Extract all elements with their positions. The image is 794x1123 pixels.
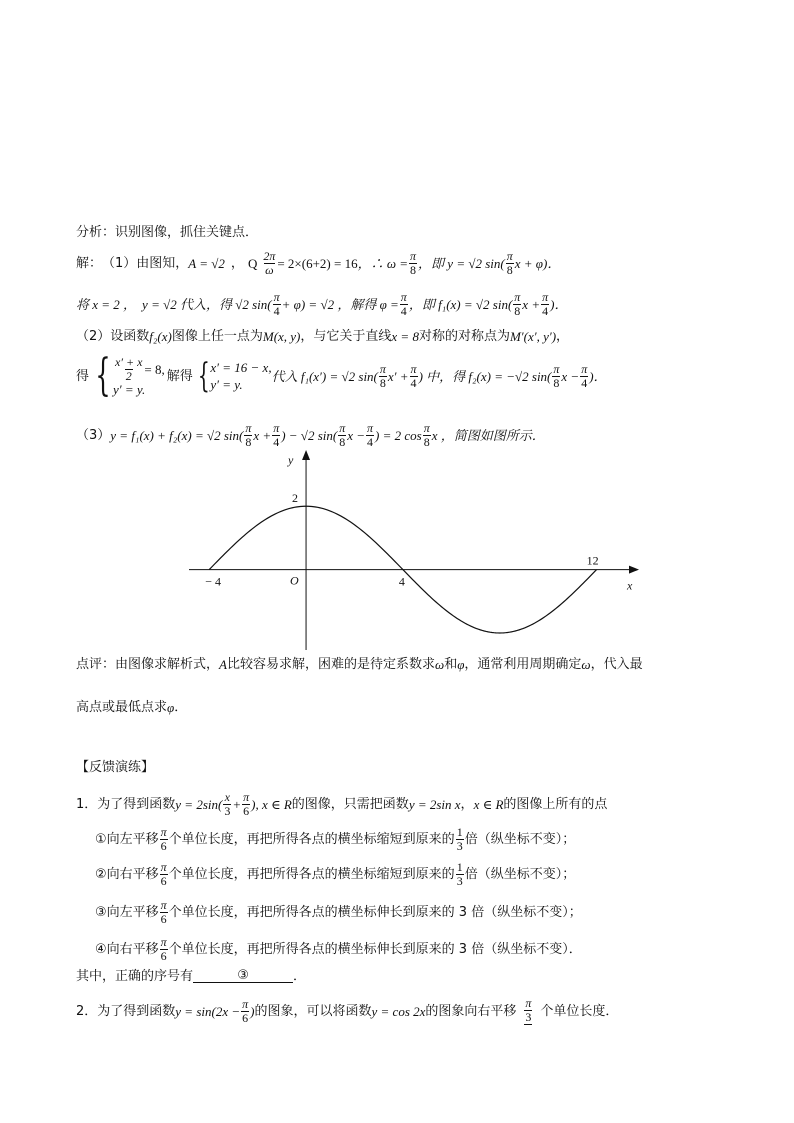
pi-over-4-fraction bbox=[366, 422, 374, 449]
frac-num: π bbox=[506, 249, 513, 263]
frac-num: π bbox=[245, 421, 252, 435]
part2-text-3: ，与它关于直线 bbox=[300, 329, 392, 344]
frac-den: 4 bbox=[273, 304, 280, 318]
q1-text-3: ， bbox=[460, 797, 474, 812]
option-2-text-c: 倍（纵坐标不变）； bbox=[464, 867, 576, 882]
x-axis-arrow-icon bbox=[629, 566, 639, 574]
q1-text-4: 的图像上所有的点 bbox=[503, 797, 608, 812]
tick-label-x-1: 4 bbox=[398, 574, 405, 589]
frac-num: π bbox=[160, 825, 167, 839]
option-1-text-c: 倍（纵坐标不变）； bbox=[464, 832, 576, 847]
pi-over-4-fraction bbox=[580, 363, 588, 390]
part1-tag: （1）由图知， bbox=[102, 256, 189, 271]
point-m: M(x, y) bbox=[262, 329, 301, 344]
frac-den: 3 bbox=[456, 874, 463, 888]
symbol-phi: φ bbox=[457, 657, 465, 672]
q1-fn1-b: + bbox=[232, 797, 242, 812]
q2-fn2: y = cos 2x bbox=[371, 1003, 426, 1019]
frac-den: 2 bbox=[125, 369, 132, 383]
frac-num: π bbox=[242, 996, 249, 1011]
analysis-line bbox=[76, 226, 258, 239]
frac-num: π bbox=[525, 996, 532, 1010]
frac-den: 4 bbox=[410, 375, 417, 390]
frac-den: 8 bbox=[423, 435, 430, 449]
q1-text-1: 1．为了得到函数 bbox=[76, 797, 176, 812]
pi-over-6-fraction bbox=[241, 998, 249, 1025]
q1-answer-lead: 其中，正确的序号有 bbox=[76, 968, 194, 984]
frac-num: π bbox=[160, 898, 167, 912]
q1-answer-tail: ． bbox=[293, 968, 307, 984]
part2-text-1: （2）设函数 bbox=[76, 329, 150, 344]
frac-den: 6 bbox=[242, 1010, 249, 1025]
frac-den: 6 bbox=[160, 839, 167, 853]
q1-answer bbox=[76, 969, 306, 983]
tick-label-x-2: 12 bbox=[586, 553, 599, 568]
y-axis-arrow-icon bbox=[302, 450, 310, 460]
q1-option-3 bbox=[95, 899, 582, 926]
q2-stem bbox=[76, 997, 618, 1025]
frac-num: 2π bbox=[263, 249, 276, 263]
q1-option-4 bbox=[95, 936, 582, 963]
frac-num: x′ + x bbox=[115, 355, 143, 369]
frac-den: 4 bbox=[581, 375, 588, 390]
q1-option-1 bbox=[95, 826, 575, 853]
symbol-omega: ω bbox=[581, 657, 591, 672]
q2-text-4: 个单位长度． bbox=[540, 1003, 619, 1019]
comment-line-1 bbox=[76, 658, 643, 671]
pi-over-8-fraction bbox=[506, 250, 514, 277]
pi-over-6-fraction bbox=[160, 899, 168, 926]
frac-num: π bbox=[581, 361, 588, 376]
part2-text-4: 对称的对称点为 bbox=[418, 329, 510, 344]
part3-tag: （3） bbox=[76, 428, 111, 443]
frac-num: π bbox=[410, 249, 417, 263]
part3-expr-1: y = f₁(x) + f₂(x) = √2 sin( bbox=[110, 428, 244, 443]
pi-over-8-fraction bbox=[552, 363, 560, 390]
comment-text-1: 由图像求解析式， bbox=[115, 657, 220, 672]
frac-den: 8 bbox=[339, 435, 346, 449]
q2-text-1: 2．为了得到函数 bbox=[76, 1003, 176, 1019]
system2-row2: y′ = y. bbox=[210, 377, 243, 392]
x-phi: x + φ)． bbox=[514, 256, 561, 271]
frac-den: 8 bbox=[245, 435, 252, 449]
frac-den: 4 bbox=[542, 304, 549, 318]
q2-fn1-b: ) bbox=[250, 1003, 255, 1019]
x-over-3-fraction bbox=[223, 791, 231, 818]
frac-num: π bbox=[339, 421, 346, 435]
tick-label-x-0: − 4 bbox=[205, 574, 221, 589]
comment-line-2 bbox=[76, 701, 187, 714]
tick-label-y-3: 2 bbox=[292, 491, 299, 506]
solution-part1b bbox=[76, 291, 567, 318]
q1-text-2: 的图像，只需把函数 bbox=[291, 797, 409, 812]
pi-over-8-fraction bbox=[244, 422, 252, 449]
q-symbol: Q bbox=[247, 256, 258, 271]
frac-den: 8 bbox=[553, 375, 560, 390]
frac-den: ω bbox=[265, 263, 274, 277]
omega-fraction bbox=[409, 250, 417, 277]
frac-num: π bbox=[542, 290, 549, 304]
frac-num: x bbox=[224, 790, 230, 804]
substitute-text-2: y = √2 代入，得 √2 sin( bbox=[142, 297, 272, 312]
system1-row1-tail: = 8, bbox=[144, 362, 165, 377]
frac-num: π bbox=[400, 290, 407, 304]
a-equation: A = √2 bbox=[188, 256, 225, 271]
xprime-plus: x′ + bbox=[387, 368, 409, 384]
pi-over-6-fraction bbox=[242, 791, 250, 818]
substitute-text-3: + φ) = √2 ，解得 φ = bbox=[281, 297, 399, 312]
solution-part3 bbox=[76, 422, 545, 449]
q2-answer-blank bbox=[516, 997, 540, 1025]
frac-num: π bbox=[410, 361, 417, 376]
one-third-fraction bbox=[456, 861, 464, 888]
part3-expr-2: x + bbox=[253, 428, 272, 443]
q2-text-2: 的图象，可以将函数 bbox=[254, 1003, 372, 1019]
origin-label: O bbox=[290, 573, 299, 588]
part3-expr-4: x − bbox=[347, 428, 366, 443]
frac-num: π bbox=[273, 290, 280, 304]
y-axis-label: y bbox=[288, 453, 294, 467]
substitute-text-5: x + bbox=[522, 297, 541, 312]
part2-end: )． bbox=[589, 368, 607, 384]
pi-over-6-fraction bbox=[160, 826, 168, 853]
practice-heading-text: 【反馈演练】 bbox=[76, 760, 155, 775]
pi-over-8-fraction bbox=[423, 422, 431, 449]
substitute-text-1: 将 x = 2 ， bbox=[76, 297, 137, 312]
frac-den: 8 bbox=[410, 263, 417, 277]
option-4-text-b: 个单位长度，再把所得各点的横坐标伸长到原来的 3 倍（纵坐标不变）． bbox=[168, 942, 582, 957]
point-m-prime: M′(x′, y′) bbox=[509, 329, 557, 344]
frac-den: 4 bbox=[273, 435, 280, 449]
pi-over-4-fraction bbox=[541, 291, 549, 318]
solution-part1: 解： （1）由图知， A = √2 ， Q $\frac{2\pi}{\omega}$ = 2×(6+2) = 16 ，∴ ω = $\frac{\pi}{8}$ ，即 y = √2 sin( $\frac{\pi}{8}$ x + φ)． bbox=[76, 249, 561, 277]
analysis-text: 识别图像，抓住关键点． bbox=[115, 225, 259, 240]
frac-den: 8 bbox=[514, 304, 521, 318]
pi-over-6-fraction bbox=[160, 936, 168, 963]
practice-heading bbox=[76, 761, 154, 774]
part2-text-2: 图像上任一点为 bbox=[171, 329, 263, 344]
analysis-label: 分析： bbox=[76, 225, 116, 240]
left-brace-icon: { bbox=[197, 356, 210, 396]
frac-num: π bbox=[160, 935, 167, 949]
part2-text-5: ， bbox=[556, 329, 570, 344]
q1-answer-blank: ③ bbox=[193, 969, 293, 983]
f2-result-lead: ) 中，得 f₂(x) = −√2 sin( bbox=[418, 368, 552, 384]
frac-num: π bbox=[379, 361, 386, 376]
frac-den: 6 bbox=[160, 874, 167, 888]
option-2-text-a: ②向右平移 bbox=[95, 867, 159, 882]
frac-den: 8 bbox=[379, 375, 386, 390]
line-x8: x = 8 bbox=[391, 329, 419, 344]
omega-lead: ，∴ ω = bbox=[357, 256, 409, 271]
frac-num: π bbox=[273, 421, 280, 435]
jiede-text: 解得 bbox=[166, 368, 193, 384]
q1-stem bbox=[76, 791, 607, 818]
frac-num: π bbox=[367, 421, 374, 435]
system1-row1 bbox=[113, 356, 165, 383]
part3-expr-6: x ，简图如图所示． bbox=[431, 428, 545, 443]
comment-label: 点评： bbox=[76, 657, 116, 672]
q1-fn3: x ∈ R bbox=[473, 797, 504, 812]
q2-text-3: 的图象向右平移 bbox=[425, 1003, 517, 1019]
equation-system-1 bbox=[89, 350, 165, 401]
q1-fn1-a: y = 2sin( bbox=[175, 797, 223, 812]
f2-symbol: f₂(x) bbox=[149, 329, 172, 344]
pi-over-8-fraction bbox=[513, 291, 521, 318]
axes bbox=[189, 450, 639, 650]
de-text: 得 bbox=[76, 368, 90, 384]
pi-over-4-fraction bbox=[410, 363, 418, 390]
frac-num: π bbox=[553, 361, 560, 376]
comment-text-3: 和 bbox=[444, 657, 458, 672]
comment-text-2: 比较容易求解，困难的是待定系数求 bbox=[226, 657, 435, 672]
phi-fraction bbox=[400, 291, 408, 318]
q1-option-2 bbox=[95, 861, 575, 888]
q1-fn1-c: ), x ∈ R bbox=[251, 797, 292, 812]
symbol-omega: ω bbox=[435, 657, 445, 672]
frac-num: π bbox=[423, 421, 430, 435]
frac-num: π bbox=[514, 290, 521, 304]
option-1-text-a: ①向左平移 bbox=[95, 832, 159, 847]
frac-den: 3 bbox=[224, 804, 231, 818]
solution-part2a bbox=[76, 330, 569, 343]
frac-den: 4 bbox=[367, 435, 374, 449]
period-fraction bbox=[262, 250, 276, 277]
comment-text-6: 高点或最低点求 bbox=[76, 700, 168, 715]
pi-over-4-fraction bbox=[272, 422, 280, 449]
frac-den: 6 bbox=[160, 949, 167, 963]
system1-row2: y′ = y. bbox=[113, 382, 146, 397]
pi-over-4-fraction bbox=[273, 291, 281, 318]
comment-text-7: ． bbox=[174, 700, 188, 715]
pi-over-6-fraction bbox=[160, 861, 168, 888]
substitute-text-6: )． bbox=[550, 297, 568, 312]
y-sin-lead: ，即 y = √2 sin( bbox=[418, 256, 505, 271]
substitute-f1: 代入 f₁(x′) = √2 sin( bbox=[271, 368, 378, 384]
cosine-graph bbox=[185, 446, 645, 652]
part3-expr-3: ) − √2 sin( bbox=[281, 428, 338, 443]
option-4-text-a: ④向右平移 bbox=[95, 942, 159, 957]
frac-num: π bbox=[243, 790, 250, 804]
q1-fn2: y = 2sin x bbox=[408, 797, 461, 812]
system2-row1: x′ = 16 − x, bbox=[210, 360, 272, 375]
comment-text-5: ，代入最 bbox=[590, 657, 643, 672]
frac-den: 6 bbox=[243, 804, 250, 818]
period-equation: = 2×(6+2) = 16 bbox=[277, 256, 358, 271]
solution-label: 解： bbox=[76, 256, 103, 271]
substitute-text-4: ，即 f₁(x) = √2 sin( bbox=[408, 297, 513, 312]
option-2-text-b: 个单位长度，再把所得各点的横坐标缩短到原来的 bbox=[168, 867, 455, 882]
frac-den: 4 bbox=[400, 304, 407, 318]
solution-part2b bbox=[76, 350, 607, 401]
option-3-text-b: 个单位长度，再把所得各点的横坐标伸长到原来的 3 倍（纵坐标不变）； bbox=[168, 905, 582, 920]
x-minus: x − bbox=[561, 368, 580, 384]
option-1-text-b: 个单位长度，再把所得各点的横坐标缩短到原来的 bbox=[168, 832, 455, 847]
pi-over-8-fraction bbox=[379, 363, 387, 390]
q2-answer-fraction bbox=[524, 997, 532, 1025]
q2-fn1-a: y = sin(2x − bbox=[175, 1003, 241, 1019]
pi-over-8-fraction bbox=[338, 422, 346, 449]
symbol-a: A bbox=[219, 657, 227, 672]
frac-num: 1 bbox=[456, 860, 463, 874]
midpoint-fraction bbox=[114, 356, 143, 383]
frac-den: 8 bbox=[506, 263, 513, 277]
left-brace-icon: { bbox=[95, 350, 111, 401]
x-axis-label: x bbox=[627, 578, 633, 593]
symbol-phi: φ bbox=[167, 700, 175, 715]
comment-text-4: ，通常利用周期确定 bbox=[464, 657, 582, 672]
frac-num: π bbox=[160, 860, 167, 874]
one-third-fraction bbox=[456, 826, 464, 853]
option-3-text-a: ③向左平移 bbox=[95, 905, 159, 920]
frac-num: 1 bbox=[456, 825, 463, 839]
part3-expr-5: ) = 2 cos bbox=[375, 428, 422, 443]
frac-den: 6 bbox=[160, 912, 167, 926]
tick-labels bbox=[205, 453, 633, 593]
equation-system-2 bbox=[193, 356, 272, 396]
frac-den: 3 bbox=[525, 1010, 532, 1024]
frac-den: 3 bbox=[456, 839, 463, 853]
